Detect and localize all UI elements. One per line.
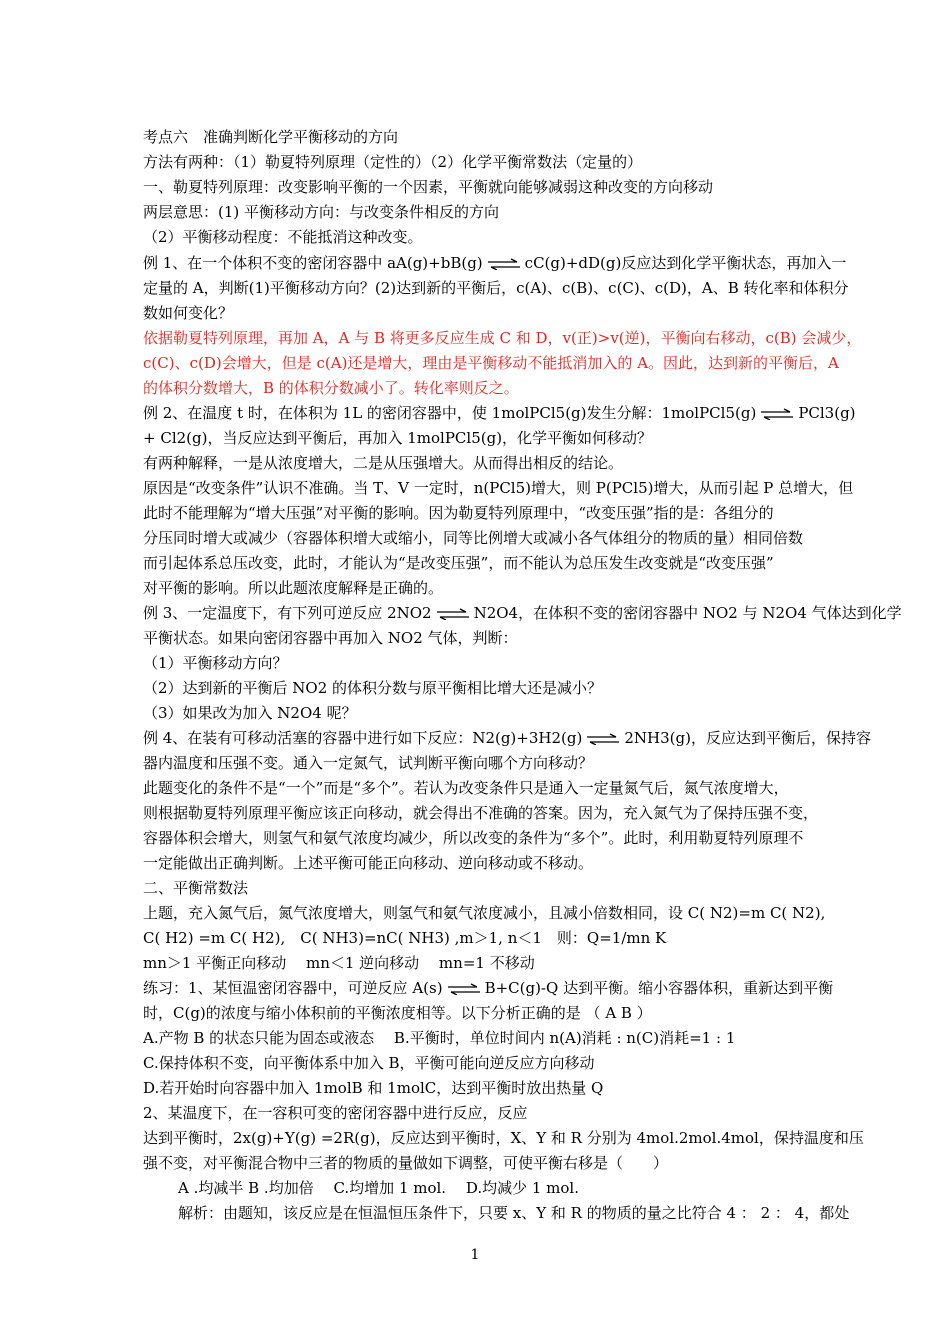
text-line: 一、勒夏特列原理：改变影响平衡的一个因素，平衡就向能够减弱这种改变的方向移动 — [143, 178, 714, 196]
option-line: A.产物 B 的状态只能为固态或液态 B.平衡时，单位时间内 n(A)消耗 : n(C)消耗=1 : 1 — [143, 1029, 736, 1047]
text-line: 解析：由题知，该反应是在恒温恒压条件下，只要 x、Y 和 R 的物质的量之比符合 4 ： 2 ： 4，都处 — [178, 1204, 850, 1222]
text-line: 上题，充入氮气后，氮气浓度增大，则氢气和氨气浓度减小，且减小倍数相同，设 C( N2)=m C( N2), — [143, 904, 826, 922]
option-line: A .均减半 B .均加倍 C.均增加 1 mol. D.均减少 1 mol. — [178, 1179, 580, 1197]
text-line: 一定能做出正确判断。上述平衡可能正向移动、逆向移动或不移动。 — [143, 854, 594, 872]
example-1-line — [143, 252, 846, 274]
text-line: 定量的 A，判断(1)平衡移动方向？(2)达到新的平衡后，c(A)、c(B)、c(C)、c(D)，A、B 转化率和体积分 — [143, 279, 849, 297]
text-line: 方法有两种：（1）勒夏特列原理（定性的）（2）化学平衡常数法（定量的） — [143, 153, 643, 171]
example-4-text-a: 例 4、在装有可移动活塞的容器中进行如下反应：N2(g)+3H2(g) — [143, 729, 583, 747]
text-line: 而引起体系总压改变，此时，才能认为“是改变压强”，而不能认为总压发生改变就是“改变压强” — [143, 554, 774, 572]
equilibrium-arrow-icon — [586, 733, 620, 745]
page-number: 1 — [470, 1247, 480, 1263]
text-line: 对平衡的影响。所以此题浓度解释是正确的。 — [143, 579, 444, 597]
example-2-line — [143, 402, 856, 424]
equilibrium-arrow-icon — [447, 983, 481, 995]
section-heading: 二、平衡常数法 — [143, 879, 249, 897]
text-line: 2、某温度下，在一容积可变的密闭容器中进行反应，反应 — [143, 1104, 528, 1122]
text-line: 器内温度和压强不变。通入一定氮气，试判断平衡向哪个方向移动？ — [143, 754, 594, 772]
equilibrium-arrow-icon — [487, 258, 521, 270]
option-line: C.保持体积不变，向平衡体系中加入 B，平衡可能向逆反应方向移动 — [143, 1054, 595, 1072]
text-line: 达到平衡时，2x(g)+Y(g) =2R(g)，反应达到平衡时，X、Y 和 R 分别为 4mol.2mol.4mol，保持温度和压 — [143, 1129, 864, 1147]
exercise-1-text-b: B+C(g)-Q 达到平衡。缩小容器体积，重新达到平衡 — [484, 979, 834, 997]
text-line: 分压同时增大或减少（容器体积增大或缩小，同等比例增大或减小各气体组分的物质的量）相同倍数 — [143, 529, 804, 547]
text-line: （2）达到新的平衡后 NO2 的体积分数与原平衡相比增大还是减小？ — [143, 679, 603, 697]
text-line: 强不变，对平衡混合物中三者的物质的量做如下调整，可使平衡右移是（ ） — [143, 1154, 669, 1172]
example-1-text-b: cC(g)+dD(g)反应达到化学平衡状态，再加入一 — [524, 254, 847, 272]
example-3-text-b: N2O4，在体积不变的密闭容器中 NO2 与 N2O4 气体达到化学 — [473, 604, 902, 622]
text-line: C( H2) =m C( H2), C( NH3)=nC( NH3) ,m＞1, n＜1 则：Q=1/mn K — [143, 929, 667, 947]
text-line: 容器体积会增大，则氢气和氨气浓度均减少，所以改变的条件为“多个”。此时，利用勒夏特列原理不 — [143, 829, 804, 847]
text-line: 平衡状态。如果向密闭容器中再加入 NO2 气体，判断： — [143, 629, 518, 647]
example-1-text-a: 例 1、在一个体积不变的密闭容器中 aA(g)+bB(g) — [143, 254, 483, 272]
text-line: + Cl2(g)，当反应达到平衡后，再加入 1molPCl5(g)，化学平衡如何移动？ — [143, 429, 653, 447]
equilibrium-arrow-icon — [760, 408, 794, 420]
text-line: 时，C(g)的浓度与缩小体积前的平衡浓度相等。以下分析正确的是 （ A B ） — [143, 1004, 652, 1022]
section-heading: 考点六 准确判断化学平衡移动的方向 — [143, 128, 399, 146]
text-line: （2）平衡移动程度：不能抵消这种改变。 — [143, 228, 423, 246]
example-2-text-a: 例 2、在温度 t 时，在体积为 1L 的密闭容器中，使 1molPCl5(g)发生分解：1molPCl5(g) — [143, 404, 757, 422]
example-4-line — [143, 727, 871, 749]
answer-line: 依据勒夏特列原理，再加 A，A 与 B 将更多反应生成 C 和 D，v(正)>v(逆)，平衡向右移动，c(B) 会减少， — [143, 329, 862, 347]
example-4-text-b: 2NH3(g)，反应达到平衡后，保持容 — [624, 729, 871, 747]
example-3-line — [143, 602, 902, 624]
answer-line: 的体积分数增大，B 的体积分数减小了。转化率则反之。 — [143, 379, 519, 397]
text-line: 数如何变化？ — [143, 304, 234, 322]
text-line: （3）如果改为加入 N2O4 呢？ — [143, 704, 357, 722]
option-line: D.若开始时向容器中加入 1molB 和 1molC，达到平衡时放出热量 Q — [143, 1079, 604, 1097]
exercise-1-line — [143, 977, 833, 999]
text-line: （1）平衡移动方向？ — [143, 654, 288, 672]
text-line: 此时不能理解为“增大压强”对平衡的影响。因为勒夏特列原理中，“改变压强”指的是：各组分的 — [143, 504, 774, 522]
example-3-text-a: 例 3、一定温度下，有下列可逆反应 2NO2 — [143, 604, 432, 622]
text-line: 两层意思：(1) 平衡移动方向：与改变条件相反的方向 — [143, 203, 500, 221]
answer-line: c(C)、c(D)会增大，但是 c(A)还是增大，理由是平衡移动不能抵消加入的 A。因此，达到新的平衡后，A — [143, 354, 839, 372]
text-line: 此题变化的条件不是“一个”而是“多个”。若认为改变条件只是通入一定量氮气后，氮气浓度增大， — [143, 779, 789, 797]
text-line: mn＞1 平衡正向移动 mn＜1 逆向移动 mn=1 不移动 — [143, 954, 535, 972]
text-line: 原因是“改变条件”认识不准确。当 T、V 一定时，n(PCl5)增大，则 P(PCl5)增大，从而引起 P 总增大，但 — [143, 479, 854, 497]
equilibrium-arrow-icon — [436, 608, 470, 620]
exercise-1-text-a: 练习：1、某恒温密闭容器中，可逆反应 A(s) — [143, 979, 443, 997]
text-line: 则根据勒夏特列原理平衡应该正向移动，就会得出不准确的答案。因为，充入氮气为了保持压强不变， — [143, 804, 819, 822]
example-2-text-b: PCl3(g) — [798, 404, 856, 422]
text-line: 有两种解释，一是从浓度增大，二是从压强增大。从而得出相反的结论。 — [143, 454, 624, 472]
